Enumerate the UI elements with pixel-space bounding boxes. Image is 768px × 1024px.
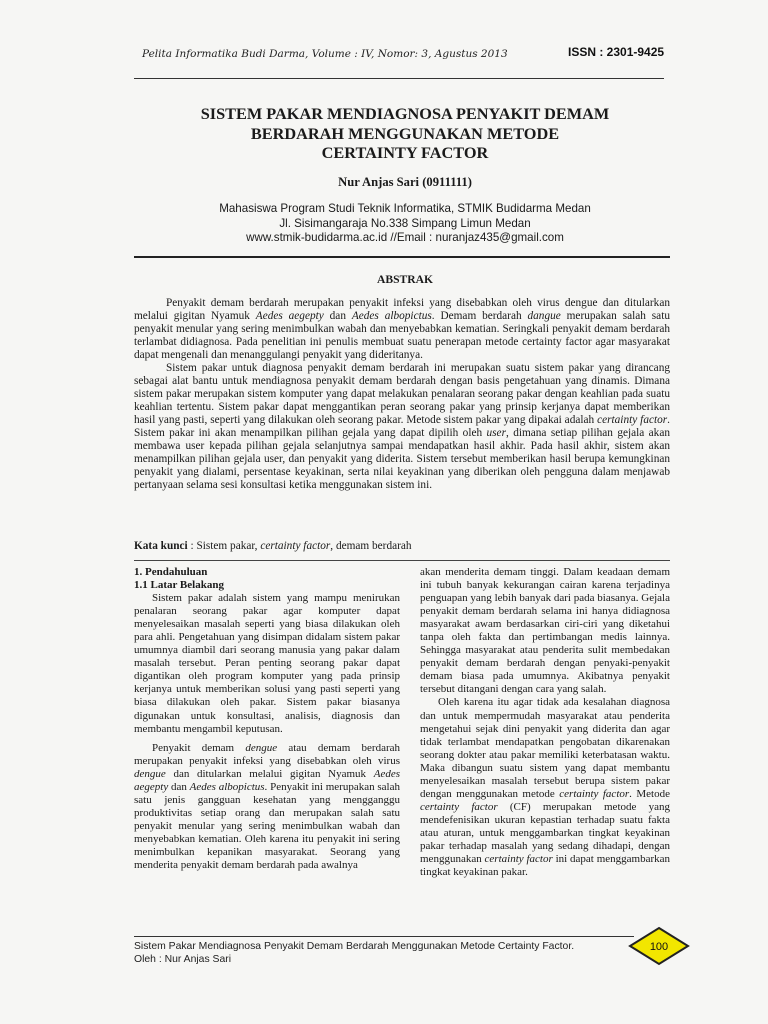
header-rule [134,78,664,79]
title-rule [134,256,670,258]
affiliation-line: www.stmik-budidarma.ac.id //Email : nuranjaz435@gmail.com [246,231,564,244]
subsection-heading: 1.1 Latar Belakang [134,579,224,592]
title-line: BERDARAH MENGGUNAKAN METODE [250,123,560,143]
journal-header: Pelita Informatika Budi Darma, Volume : IV, Nomor: 3, Agustus 2013 [142,48,508,60]
footer-title: Sistem Pakar Mendiagnosa Penyakit Demam Berdarah Menggunakan Metode Certainty Factor. [134,941,575,952]
body-paragraph: Oleh karena itu agar tidak ada kesalahan diagnosa dan untuk mempermudah masyarakat atau penderita mengetahui sejak dini penyakit yang diderita dan agar tidak terlambat mendapatkan pengobatan dikarenakan seorang dokter atau pakar memiliki keterbatasan waktu. Maka dibangun suatu sistem yang dapat membantu menyelesaikan masalah tersebut berupa sistem pakar dengan menggunakan metode certainty factor. Metode certainty factor (CF) merupakan metode yang mendefenisikan ukuran kepastian terhadap suatu fakta atau aturan, untuk menggambarkan tingkat keyakinan pakar terhadap masalah yang sedang dihadapi, dengan menggunakan certainty factor ini dapat menggambarkan tingkat keyakinan pakar. [420,696,671,879]
body-column-left [134,566,400,872]
title-line: CERTAINTY FACTOR [321,143,489,162]
author-name: Nur Anjas Sari (0911111) [338,175,472,189]
footer [134,940,574,966]
body-column-right [420,566,670,879]
page-number: 100 [649,941,669,953]
keywords-label: Kata kunci [134,540,188,552]
title-line: SISTEM PAKAR MENDIAGNOSA PENYAKIT DEMAM [200,104,610,123]
abstract-body [134,297,670,492]
section-heading: 1. Pendahuluan [134,566,208,578]
issn-label: ISSN : 2301-9425 [568,45,665,59]
keywords: Kata kunci : Sistem pakar, certainty factor, demam berdarah [134,540,412,552]
footer-author: Oleh : Nur Anjas Sari [134,954,232,965]
body-paragraph: Penyakit demam dengue atau demam berdarah merupakan penyakit infeksi yang disebabkan oleh virus dengue dan ditularkan melalui gigitan Nyamuk Aedes aegepty dan Aedes albopictus. Penyakit ini merupakan salah satu jenis gangguan kesehatan yang mengganggu produktivitas setiap orang dan merupakan salah satu penyakit menular yang sering menimbulkan wabah dan menyebabkan kematian. Oleh karena itu penyakit ini sering menimbulkan kepanikan masyarakat. Seorang yang menderita penyakit demam berdarah pada awalnya [134,741,401,872]
keywords-rule [134,560,670,561]
body-paragraph: Sistem pakar adalah sistem yang mampu menirukan penalaran seorang pakar agar komputer dapat menyelesaikan masalah seperti yang biasa dilakukan oleh para ahli. Pengetahuan yang disimpan didalam sistem pakar umumnya diambil dari seorang manusia yang pakar dalam masalah tersebut. Peran penting seorang pakar dapat digantikan oleh program komputer yang pada prinsip kerjanya untuk memberikan solusi yang pasti seperti yang biasa dilakukan oleh pakar. Sistem pakar biasanya digunakan untuk konsultasi, analisis, diagnosis dan membantu mengambil keputusan. [134,592,400,735]
affiliation-line: Mahasiswa Program Studi Teknik Informatika, STMIK Budidarma Medan [219,202,591,215]
page-number-badge [628,926,690,966]
abstract-paragraph: Penyakit demam berdarah merupakan penyakit infeksi yang disebabkan oleh virus dengue dan ditularkan melalui gigitan Nyamuk Aedes aegepty dan Aedes albopictus. Demam berdarah dangue merupakan salah satu penyakit menular yang sering menimbulkan wabah dan menyebabkan kematian. Seringkali penyakit demam berdarah terlambat didiagnosa. Pada penelitian ini penulis membuat suatu penerapan metode certainty factor agar masyarakat dapat mengenali dan menanggulangi penyakit yang dideritanya. [134,297,670,361]
abstract-heading: ABSTRAK [376,273,434,286]
abstract-paragraph: Sistem pakar untuk diagnosa penyakit demam berdarah ini merupakan suatu sistem pakar yang dirancang sebagai alat bantu untuk mendiagnosa penyakit demam berdarah dengan basis pengetahuan yang dinamis. Dimana sistem pakar merupakan sistem komputer yang dapat melakukan penalaran seorang pakar dengan keahlian pada suatu keahlian tertentu. Sistem pakar dapat menggantikan peran seorang pakar yang prinsip kerjanya dapat memberikan hasil yang pasti, seperti yang dilakukan oleh seorang pakar. Metode sistem pakar yang dipakai adalah certainty factor. Sistem pakar ini akan menampilkan pilihan gejala yang dapat dipilih oleh user, dimana setiap pilihan gejala akan membawa user kepada pilihan gejala selanjutnya sampai mendapatkan hasil akhir. Pada hasil akhir, sistem akan menampilkan pilihan gejala user, dan penyakit yang diderita. Sistem tersebut memberikan hasil berupa kemungkinan penyakit yang dialami, persentase keyakinan, serta nilai keyakinan yang diberikan oleh pengguna dalam menjawab pertanyaan selama sesi konsultasi ketika menggunakan sistem ini. [134,362,670,491]
affiliation [140,202,670,246]
body-paragraph: akan menderita demam tinggi. Dalam keadaan demam ini tubuh banyak kekurangan cairan karena terjadinya penguapan yang lebih banyak dari pada biasanya. Gejala penyakit demam berdarah selama ini hanya didiagnosa masyarakat awam berdasarkan ciri-ciri yang diketahui tanpa oleh fakta dan pertimbangan medis lainnya. Sehingga masyarakat atau penderita sulit membedakan penyakit demam berdarah dengan penyaki-penyakit demam biasa pada umumnya. Akibatnya penyakit tersebut ditangani dengan cara yang salah. [420,566,670,696]
paper-title [140,104,670,163]
footer-rule [134,936,634,937]
affiliation-line: Jl. Sisimangaraja No.338 Simpang Limun Medan [279,216,531,230]
